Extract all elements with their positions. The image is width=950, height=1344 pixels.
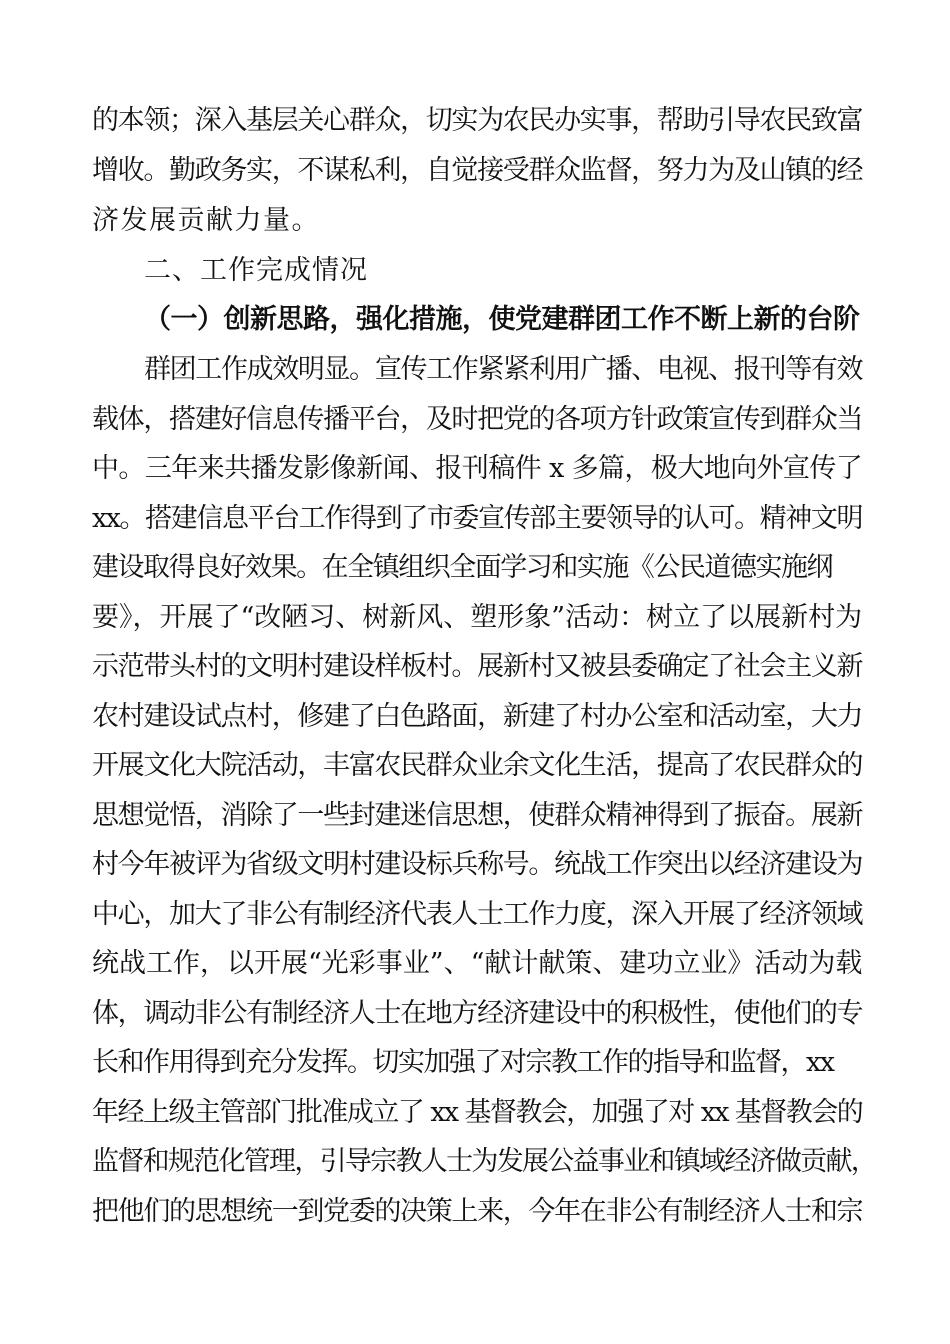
paragraph-line: 农村建设试点村，修建了白色路面，新建了村办公室和活动室，大力 <box>92 701 862 732</box>
paragraph-line: xx。搭建信息平台工作得到了市委宣传部主要领导的认可。精神文明 <box>92 503 862 534</box>
paragraph-line: 监督和规范化管理，引导宗教人士为发展公益事业和镇域经济做贡献， <box>92 1146 876 1177</box>
paragraph-line: 要》，开展了“改陋习、树新风、塑形象”活动：树立了以展新村为 <box>92 602 863 633</box>
paragraph-line: 济发展贡献力量。 <box>92 205 320 236</box>
paragraph-line: 村今年被评为省级文明村建设标兵称号。统战工作突出以经济建设为 <box>92 849 862 880</box>
paragraph-line: 群团工作成效明显。宣传工作紧紧利用广播、电视、报刊等有效 <box>144 354 862 385</box>
paragraph-line: 长和作用得到充分发挥。切实加强了对宗教工作的指导和监督，xx <box>92 1047 834 1078</box>
section-heading: 二、工作完成情况 <box>144 255 368 286</box>
paragraph-line: 增收。勤政务实，不谋私利，自觉接受群众监督，努力为及山镇的经 <box>92 155 862 186</box>
paragraph-line: 年经上级主管部门批准成立了 xx 基督教会，加强了对 xx 基督教会的 <box>92 1097 862 1128</box>
paragraph-line: 的本领；深入基层关心群众，切实为农民办实事，帮助引导农民致富 <box>92 105 862 136</box>
paragraph-line: 统战工作，以开展“光彩事业”、“献计献策、建功立业》活动为载 <box>92 948 863 979</box>
paragraph-line: 思想觉悟，消除了一些封建迷信思想，使群众精神得到了振奋。展新 <box>92 800 862 831</box>
paragraph-line: 示范带头村的文明村建设样板村。展新村又被县委确定了社会主义新 <box>92 651 862 682</box>
paragraph-line: 中心，加大了非公有制经济代表人士工作力度，深入开展了经济领域 <box>92 899 862 930</box>
paragraph-line: 中。三年来共播发影像新闻、报刊稿件 x 多篇，极大地向外宣传了 <box>92 453 862 484</box>
subsection-heading: （一）创新思路，强化措施，使党建群团工作不断上新的台阶 <box>144 304 860 335</box>
paragraph-line: 建设取得良好效果。在全镇组织全面学习和实施《公民道德实施纲 <box>92 552 832 583</box>
paragraph-line: 把他们的思想统一到党委的决策上来，今年在非公有制经济人士和宗 <box>92 1196 862 1227</box>
paragraph-line: 开展文化大院活动，丰富农民群众业余文化生活，提高了农民群众的 <box>92 750 862 781</box>
paragraph-line: 载体，搭建好信息传播平台，及时把党的各项方针政策宣传到群众当 <box>92 404 862 435</box>
paragraph-line: 体，调动非公有制经济人士在地方经济建设中的积极性，使他们的专 <box>92 998 862 1029</box>
